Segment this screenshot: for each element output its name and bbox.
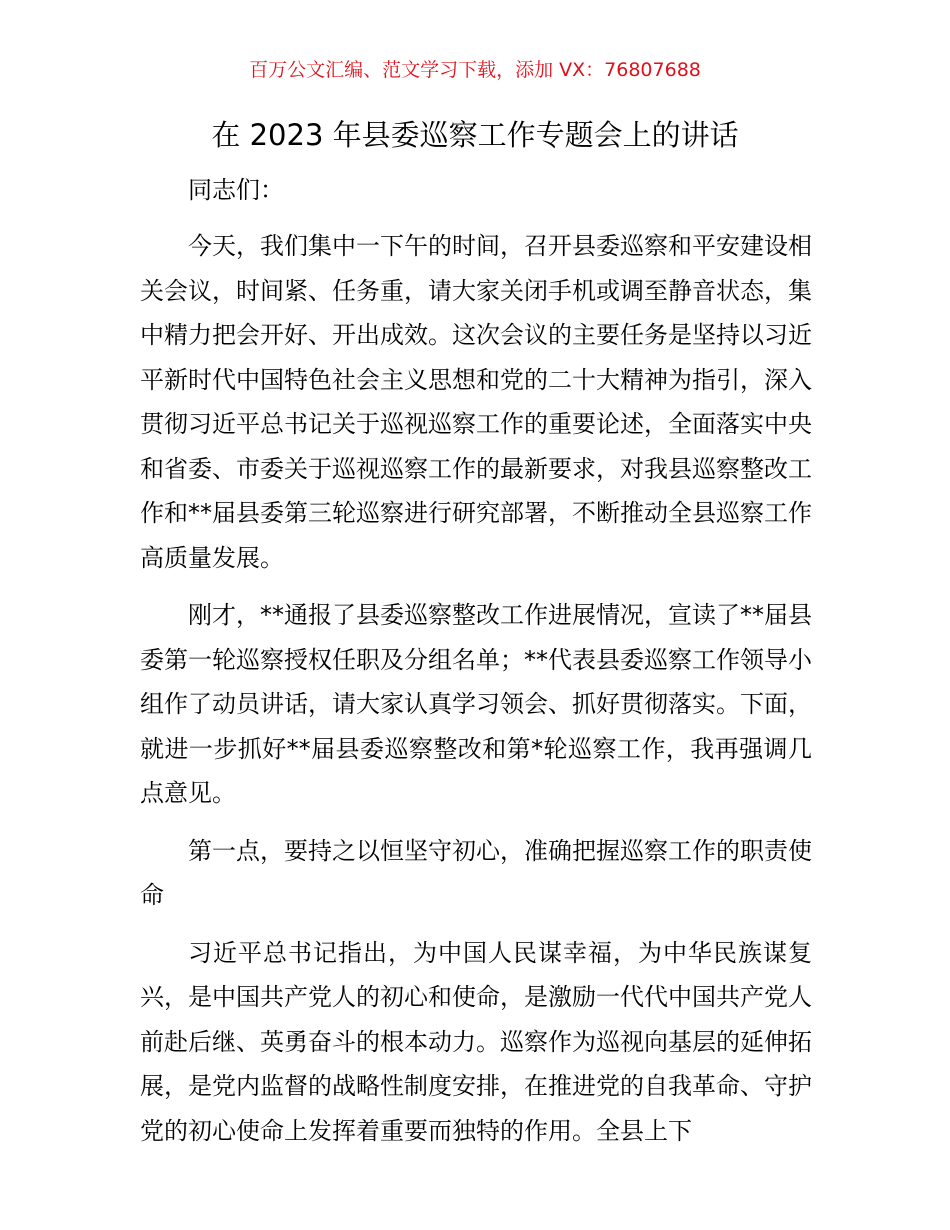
section-heading-first-point: 第一点，要持之以恒坚守初心，准确把握巡察工作的职责使命 — [140, 836, 812, 909]
document-title: 在 2023 年县委巡察工作专题会上的讲话 — [211, 118, 739, 152]
document-body — [140, 168, 812, 1166]
watermark-banner: 百万公文汇编、范文学习下载，添加 VX：76807688 — [249, 59, 701, 81]
salutation: 同志们： — [188, 176, 284, 204]
paragraph-opening: 今天，我们集中一下午的时间，召开县委巡察和平安建设相关会议，时间紧、任务重，请大家关闭手机或调至静音状态，集中精力把会开好、开出成效。这次会议的主要任务是坚持以习近平新时代中国特色社会主义思想和党的二十大精神为指引，深入贯彻习近平总书记关于巡视巡察工作的重要论述，全面落实中央和省委、市委关于巡视巡察工作的最新要求，对我县巡察整改工作和**届县委第三轮巡察进行研究部署，不断推动全县巡察工作高质量发展。 — [140, 232, 812, 572]
paragraph-review: 刚才，**通报了县委巡察整改工作进展情况，宣读了**届县委第一轮巡察授权任职及分组名单；**代表县委巡察工作领导小组作了动员讲话，请大家认真学习领会、抓好贯彻落实。下面，就进一步抓好**届县委巡察整改和第*轮巡察工作，我再强调几点意见。 — [140, 601, 812, 807]
paragraph-first-point-body: 习近平总书记指出，为中国人民谋幸福，为中华民族谋复兴，是中国共产党人的初心和使命，是激励一代代中国共产党人前赴后继、英勇奋斗的根本动力。巡察作为巡视向基层的延伸拓展，是党内监督的战略性制度安排，在推进党的自我革命、守护党的初心使命上发挥着重要而独特的作用。全县上下 — [140, 938, 812, 1145]
